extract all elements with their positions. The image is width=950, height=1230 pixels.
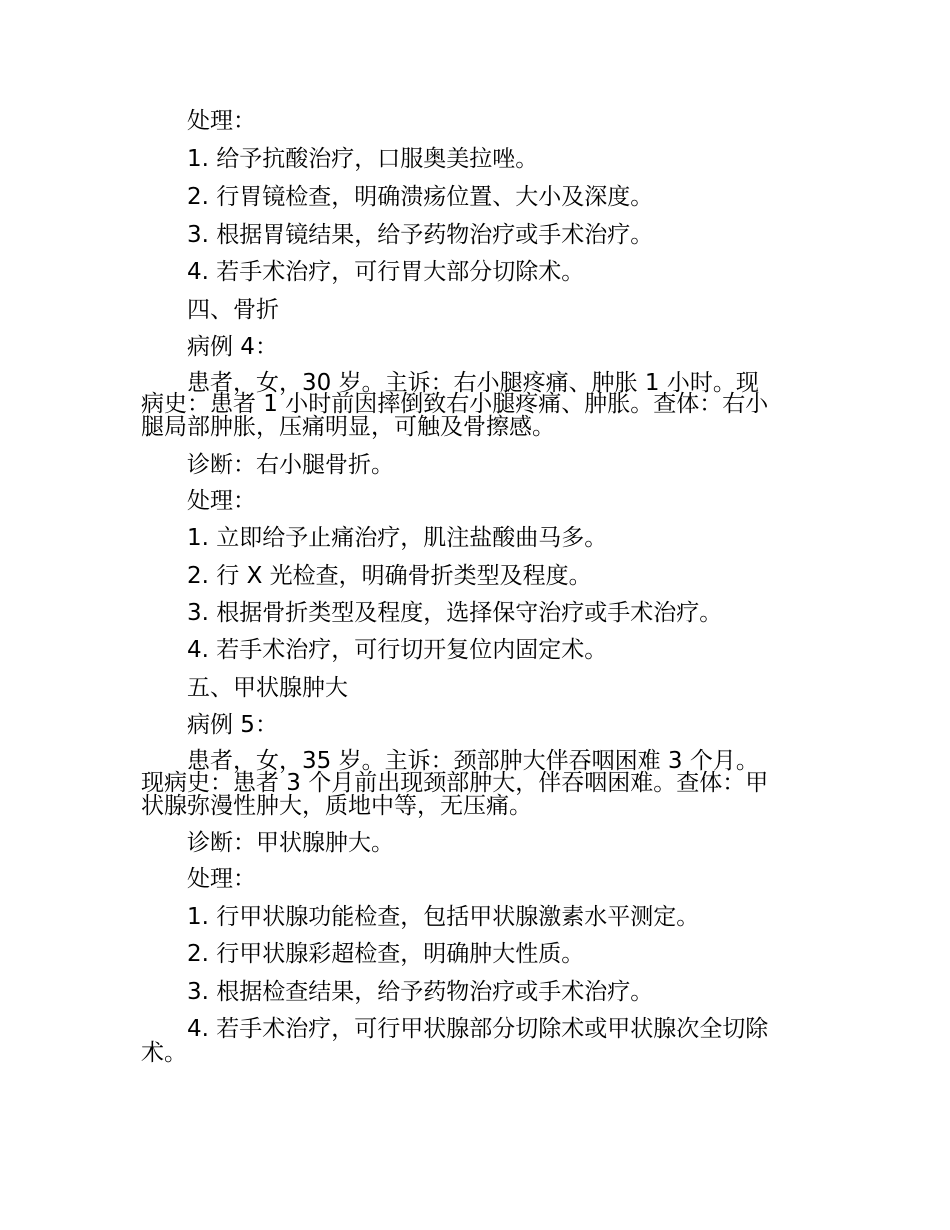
section3-step-3: 3. 根据胃镜结果，给予药物治疗或手术治疗。 — [187, 222, 654, 248]
section5-title: 五、甲状腺肿大 — [187, 675, 348, 701]
case4-history-line-3: 腿局部肿胀，压痛明显，可触及骨擦感。 — [141, 414, 555, 440]
section3-step-2: 2. 行胃镜检查，明确溃疡位置、大小及深度。 — [187, 184, 654, 210]
case4-history-line-1: 患者，女，30 岁。主诉：右小腿疼痛、肿胀 1 小时。现 — [187, 370, 759, 396]
case5-step-4: 4. 若手术治疗，可行甲状腺部分切除术或甲状腺次全切除 — [187, 1016, 769, 1042]
case5-step-2: 2. 行甲状腺彩超检查，明确肿大性质。 — [187, 941, 585, 967]
case4-step-1: 1. 立即给予止痛治疗，肌注盐酸曲马多。 — [187, 525, 608, 551]
case4-handling-heading: 处理： — [187, 488, 256, 514]
case5-history-line-2: 现病史：患者 3 个月前出现颈部肿大，伴吞咽困难。查体：甲 — [141, 770, 769, 796]
case5-step-3: 3. 根据检查结果，给予药物治疗或手术治疗。 — [187, 979, 654, 1005]
case5-label: 病例 5： — [187, 712, 278, 738]
case4-diagnosis: 诊断：右小腿骨折。 — [187, 452, 394, 478]
case4-step-3: 3. 根据骨折类型及程度，选择保守治疗或手术治疗。 — [187, 600, 723, 626]
case4-history-line-2: 病史：患者 1 小时前因摔倒致右小腿疼痛、肿胀。查体：右小 — [141, 391, 769, 417]
section4-title: 四、骨折 — [187, 297, 279, 323]
case5-step-4-wrap: 术。 — [141, 1040, 187, 1066]
case5-history-line-3: 状腺弥漫性肿大，质地中等，无压痛。 — [141, 793, 532, 819]
case4-step-2: 2. 行 X 光检查，明确骨折类型及程度。 — [187, 563, 592, 589]
case5-history-line-1: 患者，女，35 岁。主诉：颈部肿大伴吞咽困难 3 个月。 — [187, 748, 759, 774]
case5-step-1: 1. 行甲状腺功能检查，包括甲状腺激素水平测定。 — [187, 904, 700, 930]
case5-handling-heading: 处理： — [187, 866, 256, 892]
case4-label: 病例 4： — [187, 334, 278, 360]
section3-step-4: 4. 若手术治疗，可行胃大部分切除术。 — [187, 259, 585, 285]
section3-step-1: 1. 给予抗酸治疗，口服奥美拉唑。 — [187, 146, 539, 172]
case4-step-4: 4. 若手术治疗，可行切开复位内固定术。 — [187, 637, 608, 663]
case5-diagnosis: 诊断：甲状腺肿大。 — [187, 830, 394, 856]
section3-handling-heading: 处理： — [187, 108, 256, 134]
